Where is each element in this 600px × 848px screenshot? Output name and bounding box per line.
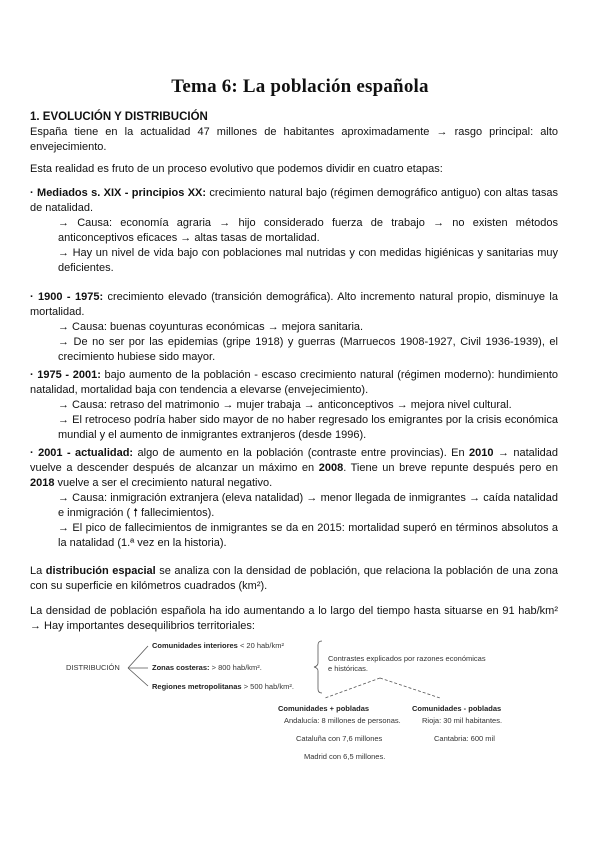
branch-label: Regiones metropolitanas xyxy=(152,682,242,691)
year-2010: 2010 xyxy=(469,447,494,459)
branch-value: > 500 hab/km². xyxy=(243,682,294,691)
split-line-left xyxy=(325,678,380,698)
group-title: Comunidades + pobladas xyxy=(278,704,370,713)
stage-description: algo de aumento en la población (contraste entre provincias). En xyxy=(133,447,470,459)
stage-3-bullet-1: → Causa: retraso del matrimonio → mujer trabaja → anticonceptivos → mejora nivel cultural. xyxy=(58,399,512,411)
stage-label: · 1900 - 1975: xyxy=(30,291,104,303)
branch-interior xyxy=(152,641,284,651)
branch-value: < 20 hab/km² xyxy=(239,641,284,650)
branch-label: Zonas costeras: xyxy=(152,663,210,672)
group-title: Comunidades - pobladas xyxy=(412,704,502,713)
stage-2 xyxy=(30,290,558,365)
branch-label: Comunidades interiores xyxy=(152,641,238,650)
more-populated-item: Cataluña con 7,6 millones xyxy=(296,734,383,743)
stage-3 xyxy=(30,368,558,443)
stage-4-bullet-2: → El pico de fallecimientos de inmigrantes se da en 2015: mortalidad superó en términos absolutos a la natalidad (1.ª vez en la historia). xyxy=(58,522,558,549)
diagram-root: DISTRIBUCIÓN xyxy=(66,663,120,672)
distribution-term: distribución espacial xyxy=(45,565,156,577)
distribution-paragraph xyxy=(30,564,558,594)
less-populated-item: Rioja: 30 mil habitantes. xyxy=(422,716,503,725)
contrast-note: Contrastes explicados por razones económicas e históricas. xyxy=(328,654,486,673)
paragraph-text: se analiza con la densidad de población, que relaciona la población de una zona con su superficie en kilómetros cuadrados (km²). xyxy=(30,565,559,592)
stage-label: · 1975 - 2001: xyxy=(30,369,101,381)
stage-4-bullet-1: → Causa: inmigración extranjera (eleva natalidad) → menor llegada de inmigrantes → caída natalidad e inmigración ( 🠕 fallecimientos). xyxy=(58,492,558,519)
stage-2-bullet-1: → Causa: buenas coyunturas económicas → mejora sanitaria. xyxy=(58,321,364,333)
branch-line-top xyxy=(128,646,148,668)
stage-description: vuelve a ser el crecimiento natural negativo. xyxy=(54,477,273,489)
branch-coastal xyxy=(152,663,262,673)
more-populated-title xyxy=(278,704,369,714)
density-paragraph: La densidad de población española ha ido aumentando a lo largo del tiempo hasta situarse en 91 hab/km² → Hay importantes desequilibrios territoriales: xyxy=(30,605,558,632)
stage-1 xyxy=(30,186,558,276)
stage-label: · Mediados s. XIX - principios XX: xyxy=(30,187,207,199)
year-2008: 2008 xyxy=(318,462,344,474)
more-populated-item: Andalucía: 8 millones de personas. xyxy=(284,716,401,725)
intro-paragraph: España tiene en la actualidad 47 millones de habitantes aproximadamente → rasgo principal: alto envejecimiento. xyxy=(30,126,558,153)
stage-4-text xyxy=(30,446,558,491)
stage-description: → natalidad vuelve a descender después de alcanzar un máximo en xyxy=(30,447,559,474)
branch-metropolitan xyxy=(152,682,294,692)
branch-line-bottom xyxy=(128,668,148,686)
stage-2-bullet-2: → De no ser por las epidemias (gripe 1918) y guerras (Marruecos 1908-1927, Civil 1936-1939), el crecimiento hubiese sido mayor. xyxy=(58,336,558,363)
section-heading: 1. EVOLUCIÓN Y DISTRIBUCIÓN xyxy=(30,111,208,123)
stage-2-text xyxy=(30,290,558,320)
stage-label: · 2001 - actualidad: xyxy=(30,447,134,459)
brace xyxy=(314,641,322,693)
intro-paragraph-2: Esta realidad es fruto de un proceso evolutivo que podemos dividir en cuatro etapas: xyxy=(30,163,443,175)
stage-1-text xyxy=(30,186,558,216)
stage-1-bullet-1: → Causa: economía agraria → hijo considerado fuerza de trabajo → no existen métodos anticonceptivos eficaces → altas tasas de mortalidad. xyxy=(58,217,558,244)
stage-4 xyxy=(30,446,558,551)
less-populated-title xyxy=(412,704,501,714)
split-line-right xyxy=(380,678,440,698)
stage-1-bullet-2: → Hay un nivel de vida bajo con poblaciones mal nutridas y con medidas higiénicas y sanitarias muy deficientes. xyxy=(58,247,558,274)
stage-description: crecimiento elevado (transición demográfica). Alto incremento natural propio, disminuye la mortalidad. xyxy=(30,291,558,318)
stage-3-bullet-2: → El retroceso podría haber sido mayor de no haber regresado los emigrantes por la crisis económica mundial y el aumento de inmigrantes extranjeros (desde 1996). xyxy=(58,414,558,441)
stage-description: crecimiento natural bajo (régimen demográfico antiguo) con altas tasas de natalidad. xyxy=(30,187,558,214)
stage-description: bajo aumento de la población - escaso crecimiento natural (régimen moderno): hundimiento natalidad, mortalidad baja con tendencia a elevarse (envejecimiento). xyxy=(30,369,558,396)
more-populated-item: Madrid con 6,5 millones. xyxy=(304,752,386,761)
less-populated-item: Cantabria: 600 mil xyxy=(434,734,495,743)
distribution-diagram xyxy=(60,636,540,766)
paragraph-text: La xyxy=(30,565,46,577)
page-title: Tema 6: La población española xyxy=(171,76,429,97)
year-2018: 2018 xyxy=(30,477,55,489)
branch-value: > 800 hab/km². xyxy=(211,663,262,672)
stage-3-text xyxy=(30,368,558,398)
stage-description: . Tiene un breve repunte después pero en xyxy=(343,462,558,474)
